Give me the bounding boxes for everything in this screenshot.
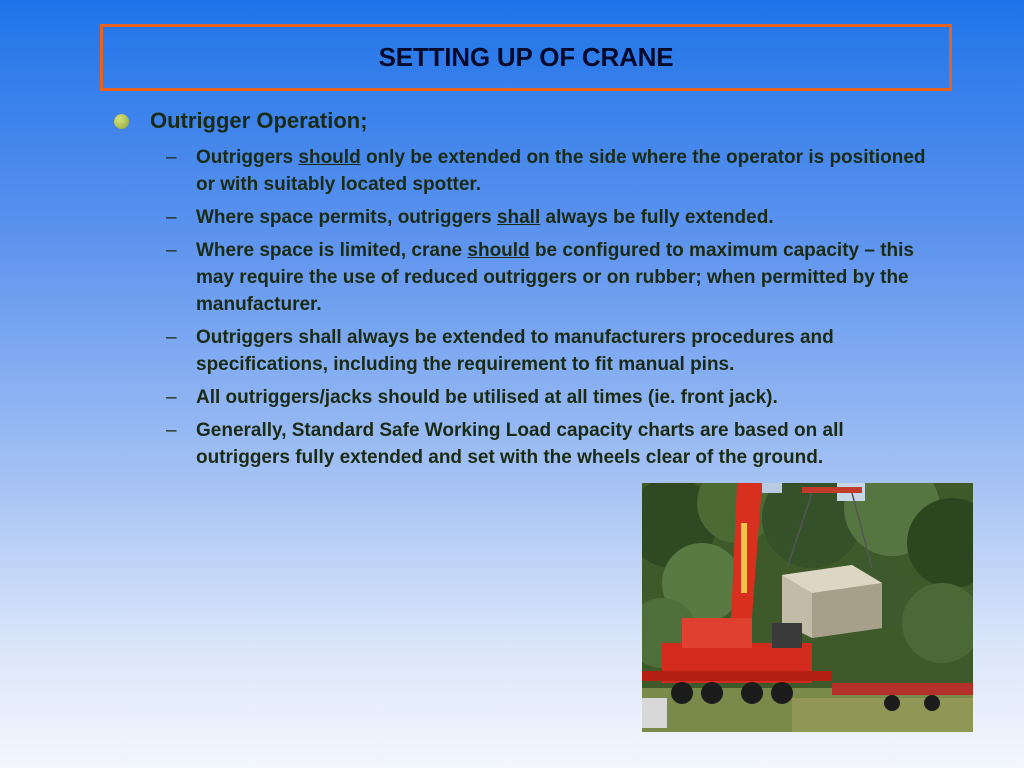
sub-item-text: All outriggers/jacks should be utilised at all times (ie. front jack).: [196, 387, 778, 408]
sub-list: [112, 144, 932, 471]
slide-title: SETTING UP OF CRANE: [378, 42, 674, 72]
sub-item-text: Generally, Standard Safe Working Load capacity charts are based on all outriggers fully extended and set with the wheels clear of the ground.: [196, 420, 844, 468]
bullet-heading: Outrigger Operation;: [150, 108, 368, 133]
sub-item: [112, 204, 932, 231]
sub-item-text: Where space permits, outriggers: [196, 207, 497, 228]
sub-item: [112, 384, 932, 411]
dash-marker: –: [166, 147, 177, 168]
title-box: [100, 24, 952, 91]
crane-photo-illustration: [642, 483, 973, 732]
bullet-dot-icon: [114, 114, 129, 129]
sub-item-text: only be extended on the side where the operator is positioned or with suitably located spotter.: [196, 147, 926, 195]
dash-marker: –: [166, 387, 177, 408]
dash-marker: –: [166, 207, 177, 228]
dash-marker: –: [166, 327, 177, 348]
dash-marker: –: [166, 240, 177, 261]
sub-item-text: always be fully extended.: [540, 207, 774, 228]
dash-marker: –: [166, 420, 177, 441]
sub-item: [112, 237, 932, 318]
sub-item-underlined: should: [467, 240, 530, 261]
sub-item-text: Outriggers shall always be extended to manufacturers procedures and specifications, including the requirement to fit manual pins.: [196, 327, 834, 375]
slide-content: [112, 108, 932, 477]
bullet-item: [112, 108, 932, 134]
sub-item-text: Outriggers: [196, 147, 299, 168]
sub-item-underlined: should: [298, 147, 361, 168]
sub-item: [112, 144, 932, 198]
sub-item-underlined: shall: [496, 207, 541, 228]
sub-item: [112, 324, 932, 378]
crane-photo: [642, 483, 973, 732]
sub-item-text: be configured to maximum capacity – this may require the use of reduced outriggers or on rubber; when permitted by the manufacturer.: [196, 240, 914, 315]
sub-item-text: Where space is limited, crane: [196, 240, 468, 261]
sub-item: [112, 417, 932, 471]
